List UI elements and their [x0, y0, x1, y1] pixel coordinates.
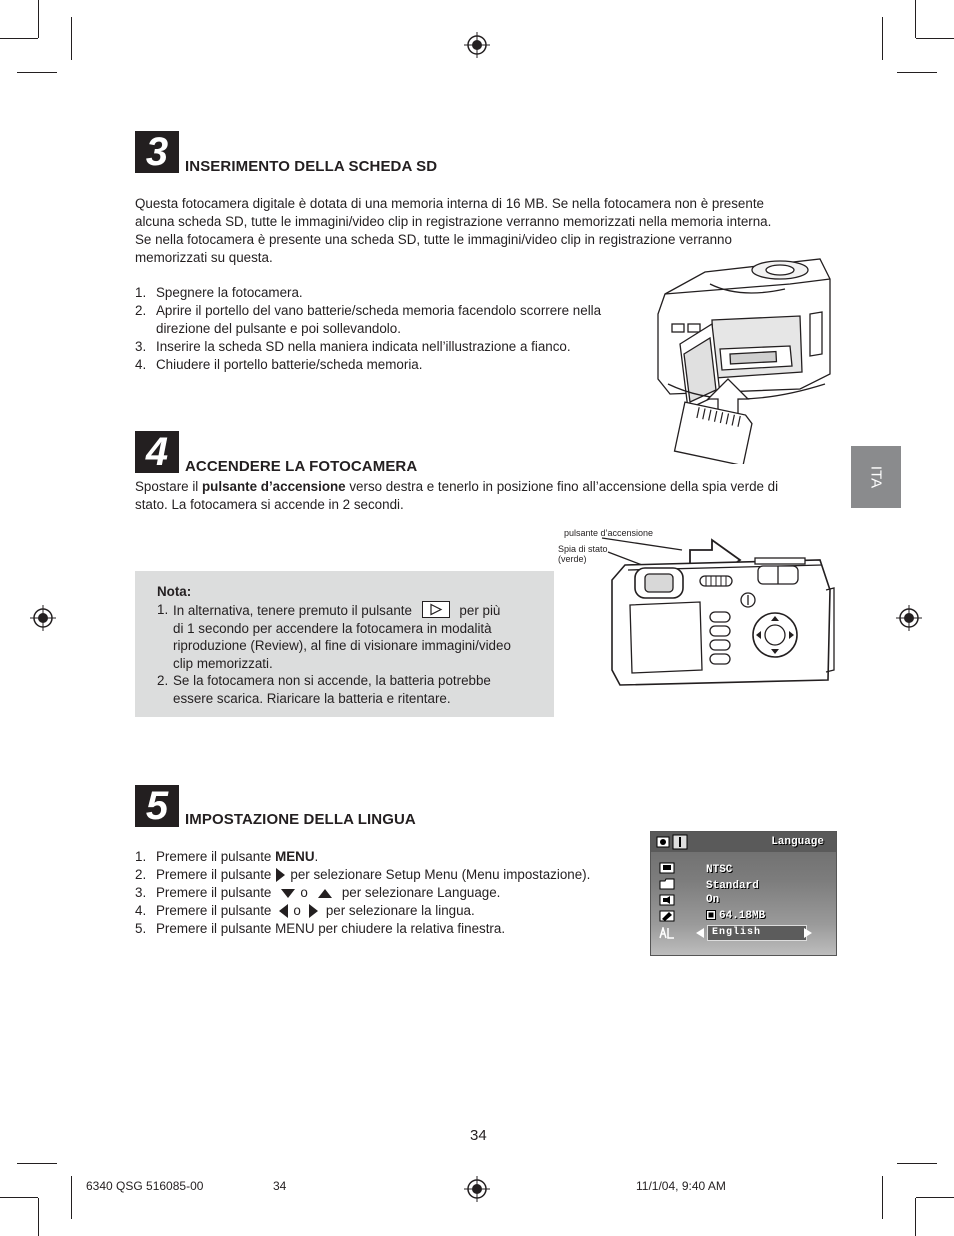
note-title: Nota:	[157, 584, 192, 599]
crop-mark	[17, 72, 57, 73]
memory-card-icon	[706, 910, 716, 920]
registration-mark-icon	[896, 605, 922, 631]
step-number: 4.	[135, 357, 147, 372]
list-item	[157, 601, 547, 672]
list-item	[135, 356, 645, 374]
list-item	[135, 302, 645, 338]
step-text: direzione del pulsante e poi sollevandolo.	[156, 321, 401, 336]
crop-mark	[71, 1176, 72, 1219]
footer-doc-id: 6340 QSG 516085-00	[86, 1179, 204, 1193]
intro-line: Questa fotocamera digitale è dotata di una memoria interna di 16 MB. Se nella fotocamera non è presente	[135, 196, 764, 211]
section-title: ACCENDERE LA FOTOCAMERA	[185, 458, 418, 475]
registration-mark-icon	[30, 605, 56, 631]
section-title: INSERIMENTO DELLA SCHEDA SD	[185, 158, 438, 175]
step-number: 1.	[135, 285, 147, 300]
intro-line: Se nella fotocamera è presente una scheda SD, tutte le immagini/video clip in registrazione verranno	[135, 232, 732, 247]
step-text: Premere il pulsante	[156, 849, 276, 864]
note-number: 2.	[157, 673, 169, 689]
note-box	[135, 571, 554, 717]
lcd-left-arrow-icon	[695, 927, 705, 939]
camera-rear-illustration	[590, 530, 835, 690]
step-text: o	[293, 903, 301, 918]
step-number: 2.	[135, 303, 147, 318]
lcd-language-value: English	[707, 925, 807, 941]
step-text: per selezionare Setup Menu (Menu impostazione).	[290, 867, 591, 882]
section-title: IMPOSTAZIONE DELLA LINGUA	[185, 811, 416, 828]
camera-settings-icon	[655, 834, 689, 850]
intro-line: alcuna scheda SD, tutte le immagini/video clip in registrazione verranno memorizzati nella memoria interna.	[135, 214, 772, 229]
page-number: 34	[470, 1127, 487, 1144]
step-emphasis: MENU	[275, 849, 315, 864]
crop-mark	[0, 38, 38, 39]
note-text: per più	[459, 603, 501, 618]
step-text: Spegnere la fotocamera.	[156, 285, 303, 300]
step-text: per selezionare la lingua.	[325, 903, 475, 918]
body-emphasis: pulsante d’accensione	[202, 479, 346, 494]
crop-mark	[916, 1197, 954, 1198]
step-text: Inserire la scheda SD nella maniera indicata nell’illustrazione a fianco.	[156, 339, 571, 354]
note-text: essere scarica. Riaricare la batteria e ritentare.	[173, 690, 451, 706]
play-button-icon	[422, 601, 450, 618]
down-arrow-icon	[281, 889, 295, 898]
intro-line: memorizzati su questa.	[135, 250, 273, 265]
language-icon	[659, 927, 675, 939]
section-body	[135, 478, 840, 514]
note-text: Se la fotocamera non si accende, la batteria potrebbe	[173, 673, 491, 689]
lcd-row-memory: 64.18MB	[719, 910, 766, 922]
crop-mark	[897, 72, 937, 73]
side-tab-label: ITA	[867, 465, 885, 489]
step-text: o	[300, 885, 308, 900]
lcd-row-on: On	[706, 894, 720, 906]
list-item	[135, 848, 645, 866]
step-text: per selezionare Language.	[341, 885, 501, 900]
callout-power-button: pulsante d’accensione	[564, 528, 654, 538]
registration-mark-icon	[464, 32, 490, 58]
lcd-right-arrow-icon	[803, 927, 813, 939]
folder-icon	[659, 878, 675, 890]
section-number: 5	[135, 785, 179, 827]
sd-steps-list	[135, 284, 645, 374]
format-icon	[659, 910, 675, 922]
list-item	[135, 884, 645, 902]
list-item	[135, 902, 645, 920]
section-number: 4	[135, 431, 179, 473]
list-item	[135, 338, 645, 356]
step-text: Aprire il portello del vano batterie/scheda memoria facendolo scorrere nella	[156, 303, 602, 318]
step-number: 5.	[135, 921, 147, 936]
step-text: .	[314, 849, 319, 864]
list-item	[135, 284, 645, 302]
crop-mark	[915, 1198, 916, 1236]
language-steps-list	[135, 848, 645, 938]
camera-sd-card-illustration	[650, 254, 835, 464]
crop-mark	[882, 17, 883, 60]
body-text: stato. La fotocamera si accende in 2 secondi.	[135, 497, 404, 512]
crop-mark	[915, 0, 916, 38]
step-number: 4.	[135, 903, 147, 918]
list-item	[135, 920, 645, 938]
section-number: 3	[135, 131, 179, 173]
sound-icon	[659, 894, 675, 906]
step-text: Premere il pulsante MENU per chiudere la relativa finestra.	[156, 921, 506, 936]
lcd-row-ntsc: NTSC	[706, 864, 733, 876]
lcd-title: Language	[771, 836, 824, 848]
callout-text: Spia di stato	[558, 544, 608, 554]
registration-mark-icon	[464, 1176, 490, 1202]
footer-page: 34	[273, 1179, 287, 1193]
note-list	[157, 601, 547, 708]
crop-mark	[882, 1176, 883, 1219]
body-text: Spostare il	[135, 479, 202, 494]
crop-mark	[17, 1163, 57, 1164]
step-text: Chiudere il portello batterie/scheda memoria.	[156, 357, 423, 372]
body-text: verso destra e tenerlo in posizione fino all’accensione della spia verde di	[345, 479, 779, 494]
tv-system-icon	[659, 862, 675, 874]
step-text: Premere il pulsante	[156, 885, 272, 900]
left-arrow-icon	[279, 904, 288, 918]
up-arrow-icon	[318, 889, 332, 898]
step-text: Premere il pulsante	[156, 867, 272, 882]
crop-mark	[38, 1198, 39, 1236]
footer-timestamp: 11/1/04, 9:40 AM	[636, 1179, 726, 1193]
lcd-row-standard: Standard	[706, 880, 759, 892]
crop-mark	[916, 38, 954, 39]
note-number: 1.	[157, 602, 169, 617]
callout-text: (verde)	[558, 554, 587, 564]
note-text: clip memorizzati.	[173, 655, 273, 671]
step-number: 3.	[135, 885, 147, 900]
step-number: 2.	[135, 867, 147, 882]
list-item	[157, 672, 547, 707]
note-text: di 1 secondo per accendere la fotocamera in modalità	[173, 620, 492, 636]
step-number: 1.	[135, 849, 147, 864]
right-arrow-icon	[309, 904, 318, 918]
list-item	[135, 866, 645, 884]
crop-mark	[0, 1197, 38, 1198]
crop-mark	[71, 17, 72, 60]
note-text: In alternativa, tenere premuto il pulsante	[173, 603, 412, 618]
crop-mark	[897, 1163, 937, 1164]
step-text: Premere il pulsante	[156, 903, 272, 918]
right-arrow-icon	[276, 868, 285, 882]
crop-mark	[38, 0, 39, 38]
note-text: riproduzione (Review), al fine di visionare immagini/video	[173, 638, 511, 654]
language-side-tab	[851, 446, 901, 508]
lcd-language-screen	[650, 831, 837, 956]
step-number: 3.	[135, 339, 147, 354]
